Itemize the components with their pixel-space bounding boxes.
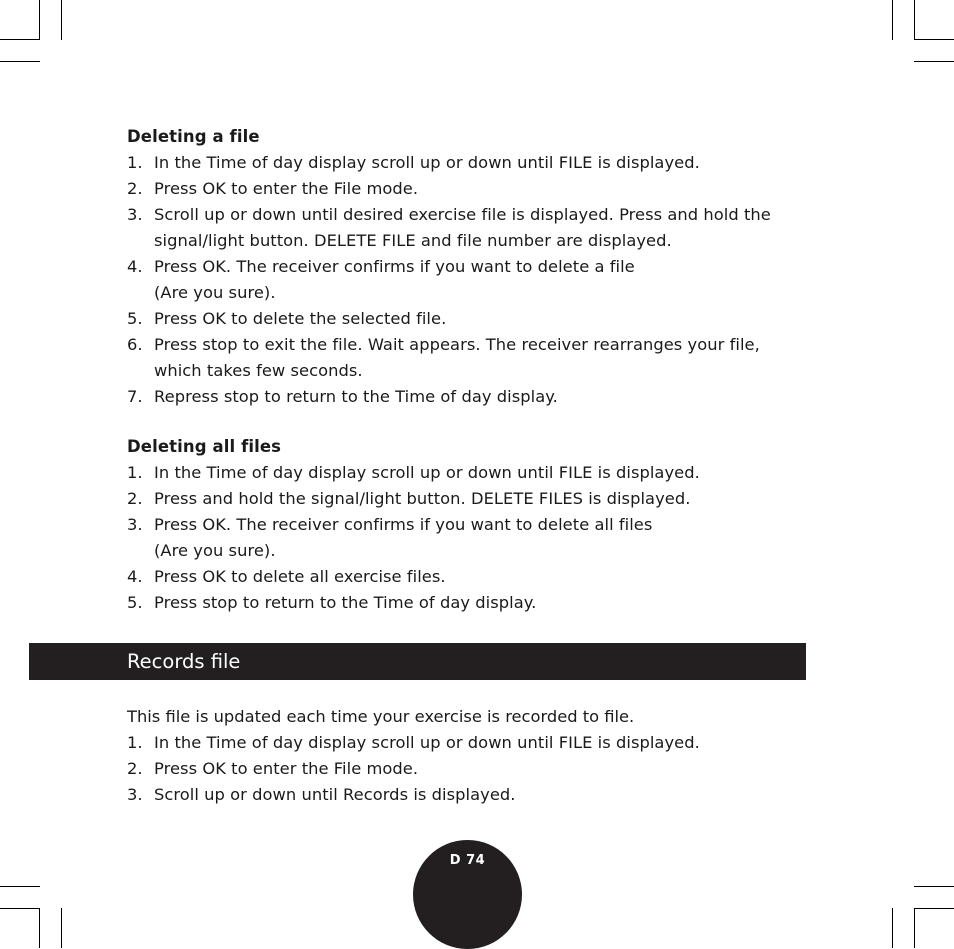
crop-mark xyxy=(914,0,915,40)
step-number: 1. xyxy=(127,153,143,172)
section-heading: Deleting all files xyxy=(127,437,282,456)
step-number: 1. xyxy=(127,733,143,752)
steps-list xyxy=(127,460,807,616)
list-item xyxy=(127,564,807,590)
step-number: 5. xyxy=(127,309,143,328)
step-text: Press OK. The receiver confirms if you want to delete all files xyxy=(154,515,653,534)
crop-mark xyxy=(39,0,40,40)
step-number: 3. xyxy=(127,205,143,224)
step-text: Press OK. The receiver confirms if you want to delete a file xyxy=(154,257,635,276)
crop-mark xyxy=(914,61,954,62)
step-text: Press OK to delete all exercise files. xyxy=(154,567,446,586)
step-number: 4. xyxy=(127,567,143,586)
deleting-all-files-section xyxy=(127,434,807,616)
list-item xyxy=(127,150,807,176)
crop-mark xyxy=(914,886,954,887)
crop-mark xyxy=(61,0,62,40)
step-text: Repress stop to return to the Time of day display. xyxy=(154,387,558,406)
crop-mark xyxy=(0,908,40,909)
crop-mark xyxy=(61,908,62,948)
step-text: Press OK to enter the File mode. xyxy=(154,759,419,778)
step-text: Press and hold the signal/light button. DELETE FILES is displayed. xyxy=(154,489,691,508)
step-number: 4. xyxy=(127,257,143,276)
crop-mark xyxy=(0,886,40,887)
crop-mark xyxy=(914,908,915,948)
step-text: Press OK to delete the selected file. xyxy=(154,309,447,328)
step-number: 7. xyxy=(127,387,143,406)
step-text: (Are you sure). xyxy=(154,283,276,302)
step-number: 5. xyxy=(127,593,143,612)
crop-mark xyxy=(0,61,40,62)
section-banner xyxy=(29,643,806,680)
steps-list xyxy=(127,730,807,808)
list-item xyxy=(127,590,807,616)
list-item xyxy=(127,176,807,202)
deleting-a-file-section xyxy=(127,124,807,410)
list-item xyxy=(127,254,807,306)
records-file-section xyxy=(127,704,807,808)
crop-mark xyxy=(914,908,954,909)
step-number: 6. xyxy=(127,335,143,354)
list-item xyxy=(127,306,807,332)
steps-list xyxy=(127,150,807,410)
step-text: In the Time of day display scroll up or down until FILE is displayed. xyxy=(154,463,700,482)
step-number: 3. xyxy=(127,785,143,804)
list-item xyxy=(127,486,807,512)
crop-mark xyxy=(0,39,40,40)
crop-mark xyxy=(892,0,893,40)
step-text: Press stop to exit the file. Wait appears. The receiver rearranges your file, which takes few seconds. xyxy=(154,335,760,380)
step-text: Press OK to enter the File mode. xyxy=(154,179,419,198)
step-number: 2. xyxy=(127,489,143,508)
step-text: In the Time of day display scroll up or down until FILE is displayed. xyxy=(154,733,700,752)
list-item xyxy=(127,202,807,254)
crop-mark xyxy=(914,39,954,40)
step-text: Scroll up or down until desired exercise file is displayed. Press and hold the signal/light button. DELETE FILE and file number are displayed. xyxy=(154,205,771,250)
section-heading: Deleting a file xyxy=(127,127,260,146)
step-text: In the Time of day display scroll up or down until FILE is displayed. xyxy=(154,153,700,172)
step-number: 2. xyxy=(127,759,143,778)
step-number: 1. xyxy=(127,463,143,482)
crop-mark xyxy=(39,908,40,948)
page-number-badge xyxy=(413,840,522,949)
banner-title: Records file xyxy=(127,650,241,673)
page-number: D 74 xyxy=(449,853,486,868)
step-text: Press stop to return to the Time of day display. xyxy=(154,593,537,612)
list-item xyxy=(127,782,807,808)
list-item xyxy=(127,384,807,410)
crop-mark xyxy=(892,908,893,948)
step-text: (Are you sure). xyxy=(154,541,276,560)
intro-text: This file is updated each time your exercise is recorded to file. xyxy=(127,707,635,726)
list-item xyxy=(127,756,807,782)
step-number: 3. xyxy=(127,515,143,534)
list-item xyxy=(127,730,807,756)
list-item xyxy=(127,512,807,564)
list-item xyxy=(127,460,807,486)
step-number: 2. xyxy=(127,179,143,198)
step-text: Scroll up or down until Records is displayed. xyxy=(154,785,516,804)
list-item xyxy=(127,332,807,384)
